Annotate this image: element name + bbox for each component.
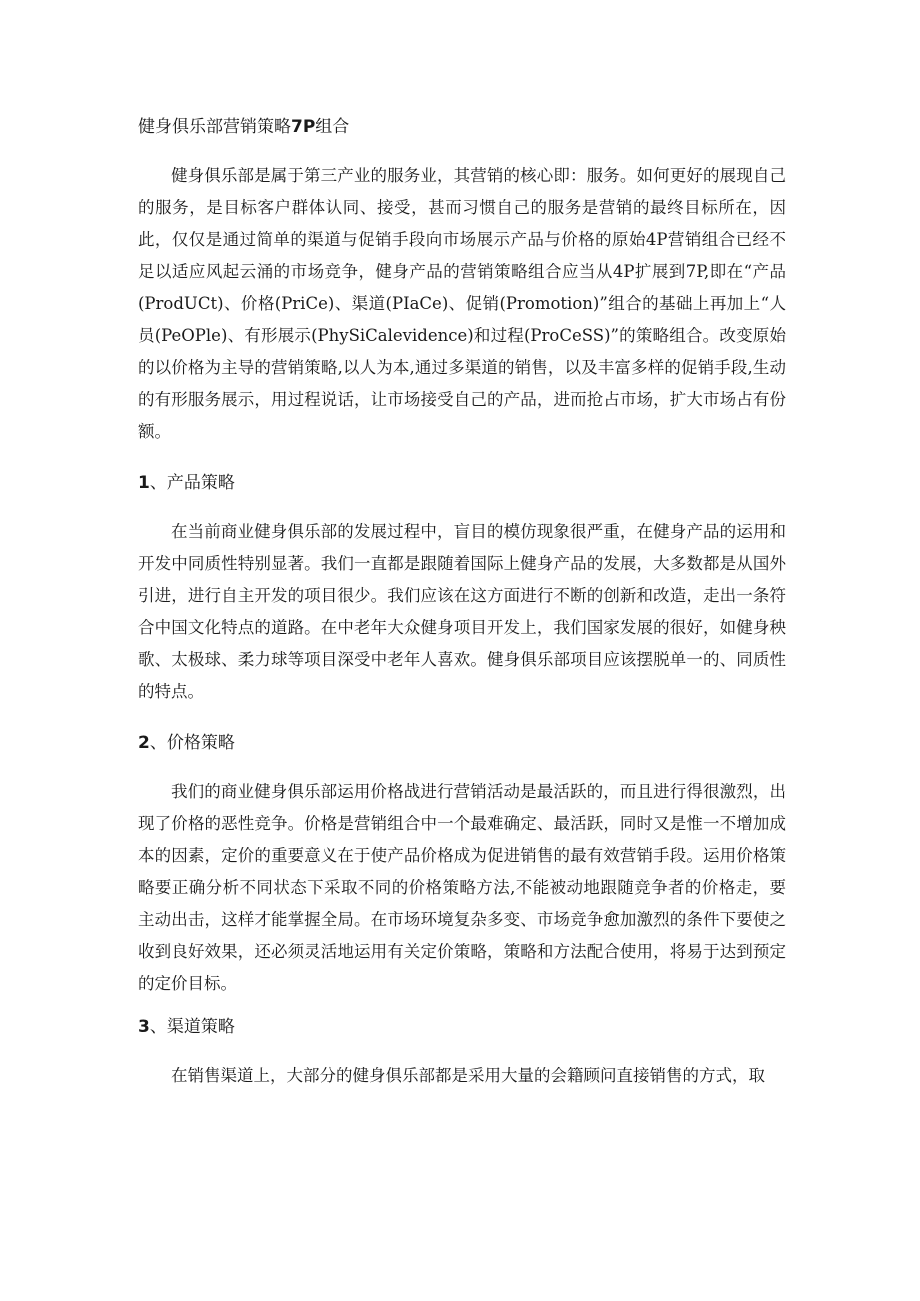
section-title: 渠道策略 <box>166 1017 235 1037</box>
section-body-channel: 在销售渠道上，大部分的健身俱乐部都是采用大量的会籍顾问直接销售的方式，取 <box>171 1066 765 1085</box>
section-title: 价格策略 <box>166 733 235 753</box>
section-separator: 、 <box>149 1017 167 1037</box>
document-page <box>138 114 786 1092</box>
section-heading-price <box>138 730 786 756</box>
section-heading-product <box>138 470 786 496</box>
section-title: 产品策略 <box>166 473 235 493</box>
section-separator: 、 <box>149 473 167 493</box>
section-number: 2 <box>138 733 150 753</box>
section-body-product: 在当前商业健身俱乐部的发展过程中，盲目的模仿现象很严重，在健身产品的运用和开发中同质性特别显著。我们一直都是跟随着国际上健身产品的发展，大多数都是从国外引进，进行自主开发的项目很少。我们应该在这方面进行不断的创新和改造，走出一条符合中国文化特点的道路。在中老年大众健身项目开发上，我们国家发展的很好，如健身秧歌、太极球、柔力球等项目深受中老年人喜欢。健身俱乐部项目应该摆脱单一的、同质性的特点。 <box>138 522 786 701</box>
title-bold: 7P <box>291 117 316 137</box>
intro-paragraph: 健身俱乐部是属于第三产业的服务业，其营销的核心即：服务。如何更好的展现自己的服务，是目标客户群体认同、接受，甚而习惯自己的服务是营销的最终目标所在，因此，仅仅是通过简单的渠道与促销手段向市场展示产品与价格的原始4P营销组合已经不足以适应风起云涌的市场竞争，健身产品的营销策略组合应当从4P扩展到7P,即在“产品(ProdUCt)、价格(PriCe)、渠道(PIaCe)、促销(Promotion)”组合的基础上再加上“人员(PeOPle)、有形展示(PhySiCalevidence)和过程(ProCeSS)”的策略组合。改变原始的以价格为主导的营销策略,以人为本,通过多渠道的销售，以及丰富多样的促销手段,生动的有形服务展示，用过程说话，让市场接受自己的产品，进而抢占市场，扩大市场占有份额。 <box>138 166 786 441</box>
section-heading-channel <box>138 1014 786 1040</box>
section-number: 3 <box>138 1017 150 1037</box>
section-body-price: 我们的商业健身俱乐部运用价格战进行营销活动是最活跃的，而且进行得很激烈，出现了价格的恶性竞争。价格是营销组合中一个最难确定、最活跃，同时又是惟一不增加成本的因素，定价的重要意义在于使产品价格成为促进销售的最有效营销手段。运用价格策略要正确分析不同状态下采取不同的价格策略方法,不能被动地跟随竞争者的价格走，要主动出击，这样才能掌握全局。在市场环境复杂多变、市场竞争愈加激烈的条件下要使之收到良好效果，还必须灵活地运用有关定价策略，策略和方法配合使用，将易于达到预定的定价目标。 <box>138 782 786 993</box>
title-suffix: 组合 <box>315 117 350 137</box>
section-number: 1 <box>138 473 150 493</box>
title-prefix: 健身俱乐部营销策略 <box>138 117 291 137</box>
section-separator: 、 <box>149 733 167 753</box>
document-title <box>138 114 786 140</box>
